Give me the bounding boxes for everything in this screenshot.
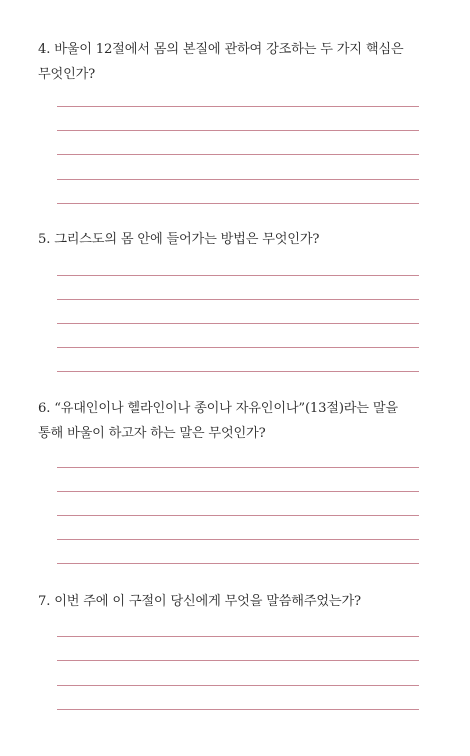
question-text: “유대인이나 헬라인이나 종이나 자유인이나”(13절)라는 말을 통해 바울이 하고자 하는 말은 무엇인가? [38, 401, 398, 441]
answer-line[interactable] [57, 347, 419, 348]
answer-line[interactable] [57, 515, 419, 516]
question-text: 그리스도의 몸 안에 들어가는 방법은 무엇인가? [54, 232, 320, 247]
answer-line[interactable] [57, 539, 419, 540]
answer-line[interactable] [57, 371, 419, 372]
answer-line[interactable] [57, 275, 419, 276]
question-number: 4. [38, 42, 51, 57]
answer-line[interactable] [57, 709, 419, 710]
answer-line[interactable] [57, 299, 419, 300]
question-5 [38, 227, 438, 252]
question-number: 6. [38, 401, 51, 416]
answer-line[interactable] [57, 636, 419, 637]
question-4 [38, 37, 438, 87]
question-number: 5. [38, 232, 51, 247]
answer-line[interactable] [57, 130, 419, 131]
question-6 [38, 396, 438, 446]
answer-line[interactable] [57, 563, 419, 564]
question-number: 7. [38, 594, 51, 609]
answer-line[interactable] [57, 154, 419, 155]
question-text: 이번 주에 이 구절이 당신에게 무엇을 말씀해주었는가? [54, 594, 361, 609]
answer-line[interactable] [57, 660, 419, 661]
answer-line[interactable] [57, 491, 419, 492]
question-text: 바울이 12절에서 몸의 본질에 관하여 강조하는 두 가지 핵심은 무엇인가? [38, 42, 404, 82]
question-7 [38, 589, 438, 614]
answer-line[interactable] [57, 179, 419, 180]
answer-line[interactable] [57, 203, 419, 204]
answer-line[interactable] [57, 685, 419, 686]
answer-line[interactable] [57, 323, 419, 324]
answer-line[interactable] [57, 106, 419, 107]
answer-line[interactable] [57, 467, 419, 468]
